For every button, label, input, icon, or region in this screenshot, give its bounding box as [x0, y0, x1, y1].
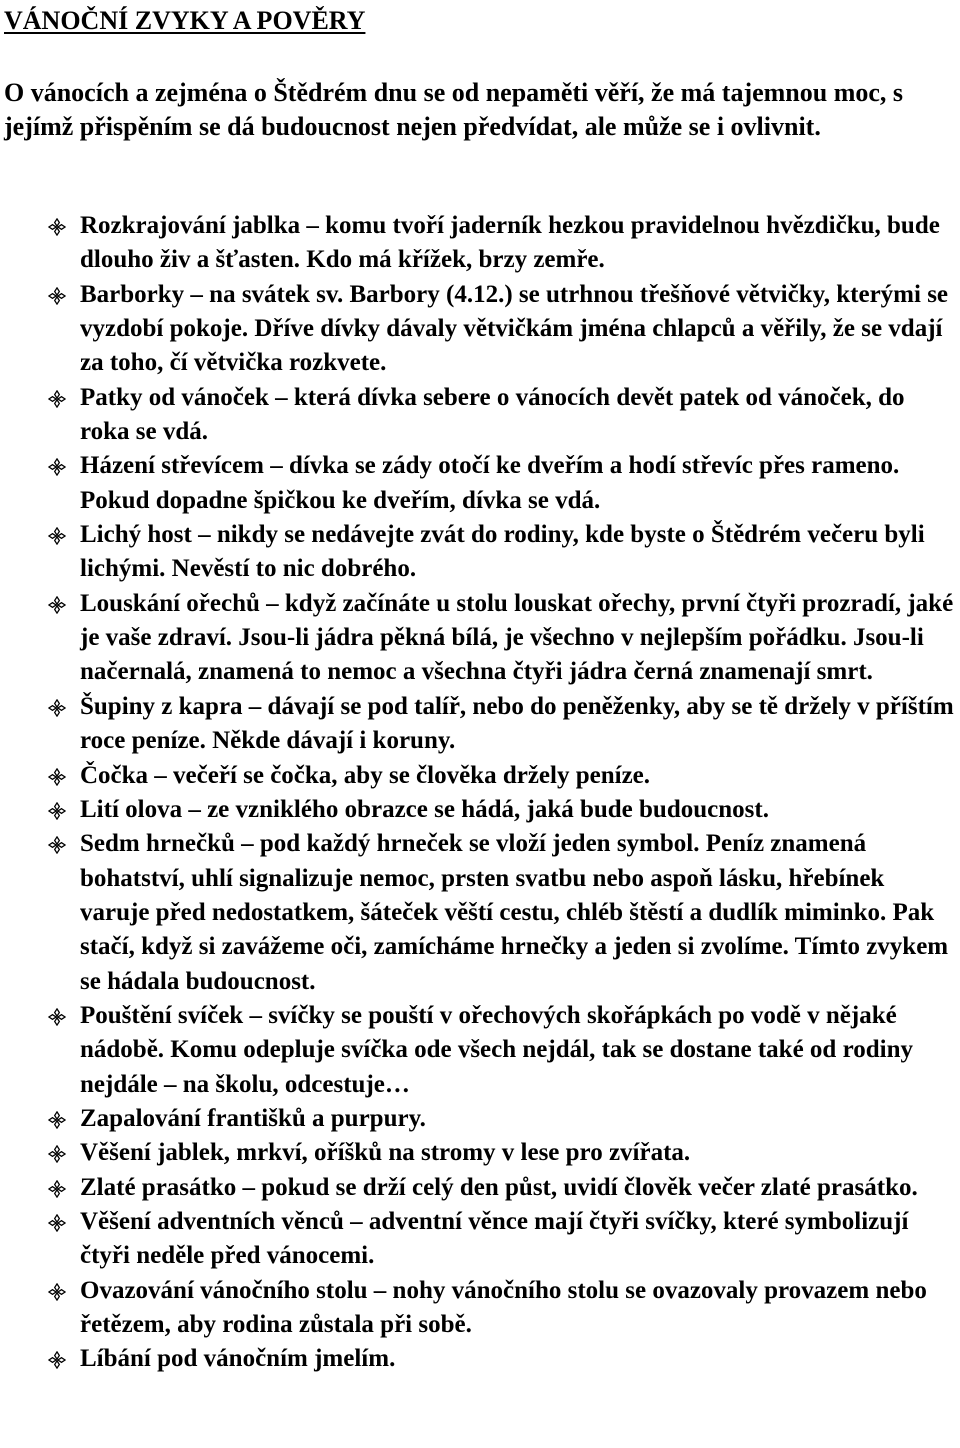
- list-item: [4, 999, 956, 1102]
- list-item-text: Líbání pod vánočním jmelím.: [80, 1345, 396, 1373]
- diamond-star-bullet-icon: [48, 1145, 66, 1163]
- diamond-star-bullet-icon: [48, 1008, 66, 1026]
- document-title: VÁNOČNÍ ZVYKY A POVĚRY: [4, 6, 366, 35]
- list-item: [4, 1342, 956, 1376]
- list-item-text: Zapalování františků a purpury.: [80, 1104, 426, 1132]
- list-item: [4, 1136, 956, 1170]
- list-item: [4, 209, 956, 278]
- list-item: [4, 759, 956, 793]
- list-item-text: Louskání ořechů – když začínáte u stolu louskat ořechy, první čtyři prozradí, jaké je vaše zdraví. Jsou-li jádra pěkná bílá, je všechno v nejlepším pořádku. Jsou-li načernalá, znamená to nemoc a všechna čtyři jádra černá znamenají smrt.: [80, 589, 954, 686]
- list-item-text: Věšení jablek, mrkví, oříšků na stromy v lese pro zvířata.: [80, 1139, 691, 1167]
- diamond-star-bullet-icon: [48, 836, 66, 854]
- list-item-text: Házení střevícem – dívka se zády otočí ke dveřím a hodí střevíc přes rameno. Pokud dopadne špičkou ke dveřím, dívka se vdá.: [80, 452, 900, 514]
- list-item: [4, 518, 956, 587]
- diamond-star-bullet-icon: [48, 1111, 66, 1129]
- list-item-text: Pouštění svíček – svíčky se pouští v ořechových skořápkách po vodě v nějaké nádobě. Komu odepluje svíčka ode všech nejdál, tak se dostane také od rodiny nejdále – na školu, odcestuje…: [80, 1001, 913, 1098]
- intro-paragraph: O vánocích a zejména o Štědrém dnu se od nepaměti věří, že má tajemnou moc, s jejímž přispěním se dá budoucnost nejen předvídat, ale může se i ovlivnit.: [4, 78, 904, 142]
- list-item-text: Sedm hrnečků – pod každý hrneček se vloží jeden symbol. Peníz znamená bohatství, uhlí signalizuje nemoc, prsten svatbu nebo aspoň lásku, hřebínek varuje před nedostatkem, šáteček věští cestu, chléb štěstí a dudlík miminko. Pak stačí, když si zavážeme oči, zamícháme hrnečky a jeden si zvolíme. Tímto zvykem se hádala budoucnost.: [80, 830, 949, 995]
- list-item: [4, 1171, 956, 1205]
- list-item-text: Věšení adventních věnců – adventní věnce mají čtyři svíčky, které symbolizují čtyři neděle před vánocemi.: [80, 1207, 909, 1270]
- list-item: [4, 1205, 956, 1274]
- diamond-star-bullet-icon: [48, 1283, 66, 1301]
- diamond-star-bullet-icon: [48, 768, 66, 786]
- list-item: [4, 278, 956, 381]
- diamond-star-bullet-icon: [48, 287, 66, 305]
- list-item-text: Rozkrajování jablka – komu tvoří jaderník hezkou pravidelnou hvězdičku, bude dlouho živ a šťasten. Kdo má křížek, brzy zemře.: [80, 212, 940, 274]
- list-item-text: Ovazování vánočního stolu – nohy vánočního stolu se ovazovaly provazem nebo řetězem, aby rodina zůstala při sobě.: [80, 1276, 927, 1338]
- list-item: [4, 1102, 956, 1136]
- list-item: [4, 690, 956, 759]
- list-item-text: Barborky – na svátek sv. Barbory (4.12.) se utrhnou třešňové větvičky, kterými se vyzdobí pokoje. Dříve dívky dávaly větvičkám jména chlapců a věřily, že se vdají za toho, čí větvička rozkvete.: [80, 280, 949, 377]
- list-item-text: Čočka – večeří se čočka, aby se člověka držely peníze.: [80, 761, 651, 789]
- diamond-star-bullet-icon: [48, 527, 66, 545]
- list-item-text: Zlaté prasátko – pokud se drží celý den půst, uvidí člověk večer zlaté prasátko.: [80, 1173, 918, 1201]
- diamond-star-bullet-icon: [48, 802, 66, 820]
- list-item-text: Lití olova – ze vzniklého obrazce se hádá, jaká bude budoucnost.: [80, 795, 769, 823]
- list-item-text: Patky od vánoček – která dívka sebere o vánocích devět patek od vánoček, do roka se vdá.: [80, 383, 905, 446]
- list-item: [4, 587, 956, 690]
- diamond-star-bullet-icon: [48, 699, 66, 717]
- list-item: [4, 793, 956, 827]
- diamond-star-bullet-icon: [48, 1351, 66, 1369]
- diamond-star-bullet-icon: [48, 1214, 66, 1232]
- customs-list: [4, 209, 956, 1377]
- list-item: [4, 381, 956, 450]
- diamond-star-bullet-icon: [48, 390, 66, 408]
- diamond-star-bullet-icon: [48, 596, 66, 614]
- list-item: [4, 449, 956, 518]
- diamond-star-bullet-icon: [48, 1180, 66, 1198]
- diamond-star-bullet-icon: [48, 218, 66, 236]
- list-item: [4, 1274, 956, 1343]
- list-item: [4, 827, 956, 999]
- list-item-text: Lichý host – nikdy se nedávejte zvát do rodiny, kde byste o Štědrém večeru byli lichými. Nevěstí to nic dobrého.: [80, 521, 925, 583]
- diamond-star-bullet-icon: [48, 458, 66, 476]
- list-item-text: Šupiny z kapra – dávají se pod talíř, nebo do peněženky, aby se tě držely v příštím roce peníze. Někde dávají i koruny.: [80, 692, 954, 755]
